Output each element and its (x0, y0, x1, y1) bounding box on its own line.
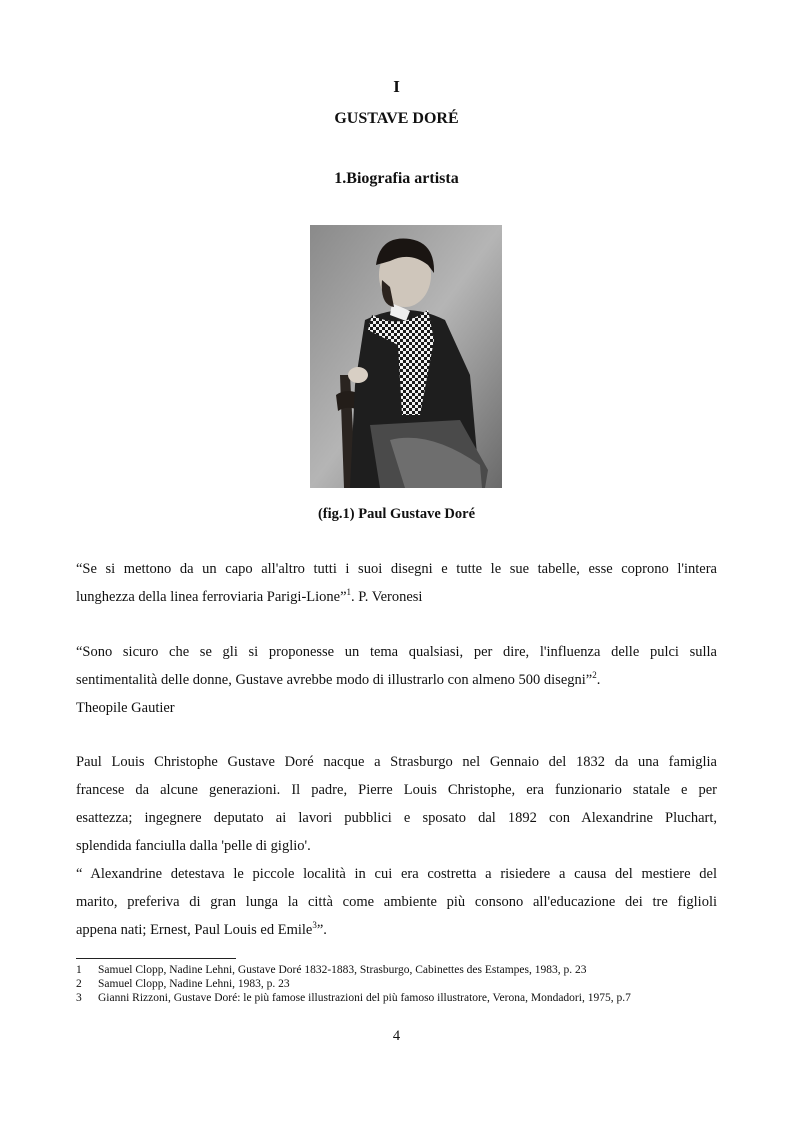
bio-line2: francese da alcune generazioni. Il padre, Pierre Louis Christophe, era funzionario statale e per (76, 782, 717, 798)
footnote-2: 2 Samuel Clopp, Nadine Lehni, 1983, p. 23 (76, 978, 290, 990)
quote2-line2: sentimentalità delle donne, Gustave avrebbe modo di illustrarlo con almeno 500 disegni”$^2$. (76, 670, 601, 688)
bio-line6: marito, preferiva di gran lunga la città come ambiente più consono all'educazione dei tre figlioli (76, 894, 717, 910)
bio-line4: splendida fanciulla dalla 'pelle di giglio'. (76, 838, 311, 854)
footnote-ref-2[interactable]: 2 (592, 670, 597, 681)
footnote-ref-3[interactable]: 3 (312, 920, 317, 931)
bio-line5: “ Alexandrine detestava le piccole località in cui era costretta a risiedere a causa del mestiere del (76, 866, 717, 882)
footnote-1: 1 Samuel Clopp, Nadine Lehni, Gustave Doré 1832-1883, Strasburgo, Cabinettes des Estampes, 1983, p. 23 (76, 964, 587, 976)
footnote-ref-1[interactable]: 1 (346, 587, 352, 598)
biography-paragraph (76, 748, 717, 944)
section-title: 1.Biografia artista (334, 170, 459, 187)
footnote-divider (76, 958, 236, 959)
chapter-title: GUSTAVE DORÉ (334, 110, 459, 127)
quote-veronesi (76, 555, 717, 611)
quote1-line1: “Se si mettono da un capo all'altro tutti i suoi disegni e tutte le sue tabelle, esse coprono l'intera (76, 561, 717, 577)
bio-line7: appena nati; Ernest, Paul Louis ed Emile$^3$”. (76, 920, 327, 938)
footnote-3: 3 Gianni Rizzoni, Gustave Doré: le più famose illustrazioni del più famoso illustratore, Verona, Mondadori, 1975, p.7 (76, 992, 631, 1004)
page-number: 4 (392, 1028, 401, 1044)
figure-caption: (fig.1) Paul Gustave Doré (317, 506, 476, 522)
quote2-line1: “Sono sicuro che se gli si proponesse un tema qualsiasi, per dire, l'influenza delle pulci sulla (76, 644, 717, 660)
quote1-line2: lunghezza della linea ferroviaria Parigi-Lione”$^1$. P. Veronesi (76, 587, 423, 605)
quote-gautier (76, 638, 717, 722)
bio-line3: esattezza; ingegnere deputato ai lavori pubblici e sposato dal 1892 con Alexandrine Pluchart, (76, 810, 717, 826)
quote2-author: Theopile Gautier (76, 700, 175, 716)
chapter-number: I (393, 77, 400, 96)
portrait-photo (310, 225, 502, 488)
bio-line1: Paul Louis Christophe Gustave Doré nacque a Strasburgo nel Gennaio del 1832 da una famiglia (76, 754, 717, 770)
